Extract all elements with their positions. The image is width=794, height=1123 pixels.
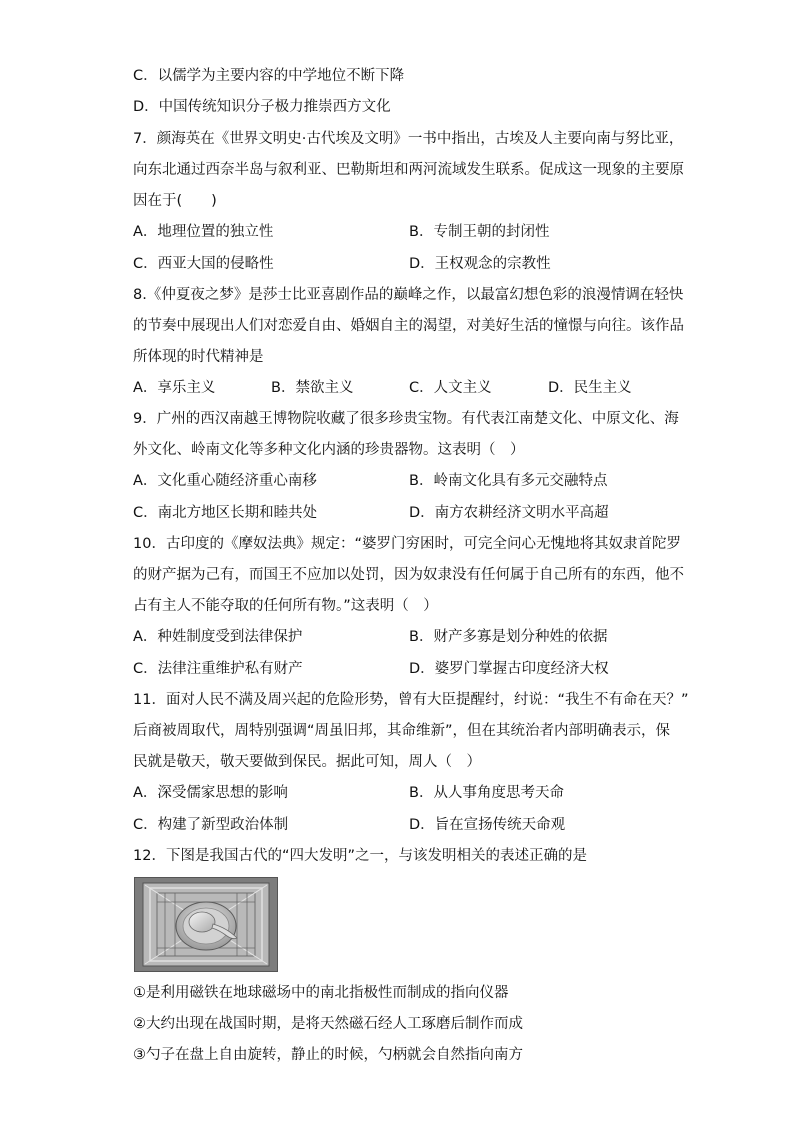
q9-stem-line1: 9．广州的西汉南越王博物院收藏了很多珍贵宝物。有代表江南楚文化、中原文化、海	[133, 411, 679, 427]
q12-statement-1: ①是利用磁铁在地球磁场中的南北指极性而制成的指向仪器	[133, 985, 509, 1001]
q7-stem-line2: 向东北通过西奈半岛与叙利亚、巴勒斯坦和两河流域发生联系。促成这一现象的主要原	[133, 162, 684, 178]
q11-stem-line2: 后商被周取代，周特别强调“周虽旧邦，其命维新”，但在其统治者内部明确表示，保	[133, 723, 671, 739]
q11-option-d: D．旨在宣扬传统天命观	[409, 817, 566, 833]
q11-stem-line3: 民就是敬天，敬天要做到保民。据此可知，周人（ ）	[133, 754, 481, 770]
q8-option-c: C．人文主义	[409, 380, 492, 396]
q9-option-d: D．南方农耕经济文明水平高超	[409, 505, 609, 521]
q12-statement-3: ③勺子在盘上自由旋转，静止的时候，勺柄就会自然指向南方	[133, 1047, 523, 1063]
sinan-spoon-compass-icon	[135, 878, 277, 971]
q7-option-c: C．西亚大国的侵略性	[133, 256, 274, 272]
q10-stem-line1: 10．古印度的《摩奴法典》规定：“婆罗门穷困时，可完全问心无愧地将其奴隶首陀罗	[133, 536, 681, 552]
q10-stem-line3: 占有主人不能夺取的任何所有物。”这表明（ ）	[133, 598, 438, 614]
q9-option-c: C．南北方地区长期和睦共处	[133, 505, 318, 521]
q10-stem-line2: 的财产据为己有，而国王不应加以处罚，因为奴隶没有任何属于自己所有的东西，他不	[133, 567, 684, 583]
q8-option-d: D．民生主义	[548, 380, 632, 396]
q7-option-b: B．专制王朝的封闭性	[409, 224, 550, 240]
q8-option-b: B．禁欲主义	[271, 380, 354, 396]
q12-stem: 12．下图是我国古代的“四大发明”之一，与该发明相关的表述正确的是	[133, 848, 587, 864]
q6-option-c: C．以儒学为主要内容的中学地位不断下降	[133, 68, 405, 84]
q9-stem-line2: 外文化、岭南文化等多种文化内涵的珍贵器物。这表明（ ）	[133, 442, 525, 458]
q6-option-d: D．中国传统知识分子极力推崇西方文化	[133, 99, 391, 115]
q11-option-a: A．深受儒家思想的影响	[133, 785, 288, 801]
compass-sinan-figure	[134, 877, 278, 972]
q8-option-a: A．享乐主义	[133, 380, 216, 396]
q8-stem-line3: 所体现的时代精神是	[133, 349, 264, 365]
q7-option-a: A．地理位置的独立性	[133, 224, 274, 240]
q10-option-d: D．婆罗门掌握古印度经济大权	[409, 661, 609, 677]
q7-stem-line3: 因在于( )	[133, 193, 217, 209]
q10-option-a: A．种姓制度受到法律保护	[133, 629, 303, 645]
q12-statement-2: ②大约出现在战国时期，是将天然磁石经人工琢磨后制作而成	[133, 1016, 523, 1032]
q11-option-c: C．构建了新型政治体制	[133, 817, 289, 833]
q10-option-c: C．法律注重维护私有财产	[133, 661, 303, 677]
q7-stem-line1: 7．颜海英在《世界文明史·古代埃及文明》一书中指出，古埃及人主要向南与努比亚，	[133, 131, 684, 147]
q8-stem-line2: 的节奏中展现出人们对恋爱自由、婚姻自主的渴望，对美好生活的憧憬与向往。该作品	[133, 318, 684, 334]
q11-option-b: B．从人事角度思考天命	[409, 785, 564, 801]
q7-option-d: D．王权观念的宗教性	[409, 256, 551, 272]
q9-option-a: A．文化重心随经济重心南移	[133, 473, 317, 489]
q11-stem-line1: 11．面对人民不满及周兴起的危险形势，曾有大臣提醒纣，纣说：“我生不有命在天？”	[133, 692, 689, 708]
q9-option-b: B．岭南文化具有多元交融特点	[409, 473, 608, 489]
q8-stem-line1: 8.《仲夏夜之梦》是莎士比亚喜剧作品的巅峰之作，以最富幻想色彩的浪漫情调在轻快	[133, 287, 684, 303]
q10-option-b: B．财产多寡是划分种姓的依据	[409, 629, 608, 645]
